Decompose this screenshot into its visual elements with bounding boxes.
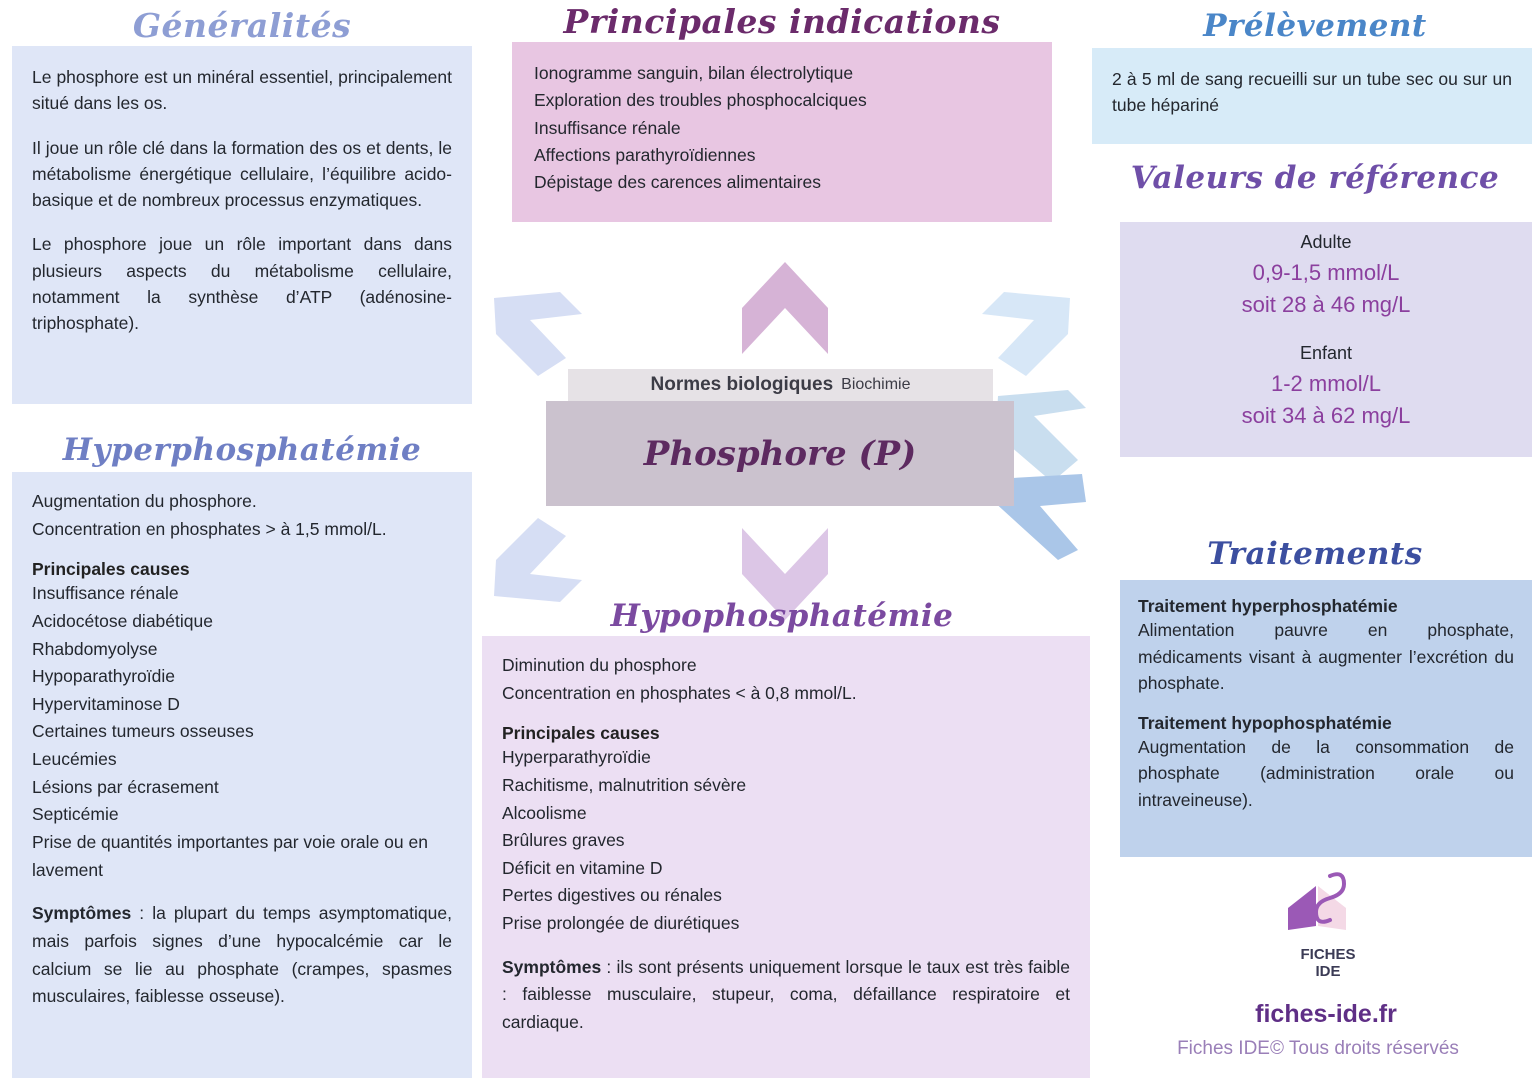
hyper-symptomes-text: : la plupart du temps asymptomatique, mais parfois signes d’une hypocalcémie car le calcium se lie au phosphate (crampes, spasmes musculaires, faiblesse osseuse). (32, 903, 452, 1007)
indication-item: Ionogramme sanguin, bilan électrolytique (534, 63, 854, 83)
hyper-cause-item: Lésions par écrasement (32, 776, 219, 797)
hypo-causes-heading: Principales causes (502, 723, 660, 744)
hypo-intro-line: Concentration en phosphates < à 0,8 mmol/L. (502, 682, 857, 703)
hyper-cause-item: Insuffisance rénale (32, 583, 179, 604)
valeurs-reference-title: Valeurs de référence (1130, 160, 1500, 196)
indication-item: Dépistage des carences alimentaires (534, 172, 821, 193)
hyper-cause-item: Rhabdomyolyse (32, 638, 158, 659)
indication-item: Affections parathyroïdiennes (534, 144, 756, 165)
valeurs-reference-panel (1120, 222, 1532, 457)
indication-item: Insuffisance rénale (534, 117, 681, 138)
hyper-intro-line: Augmentation du phosphore. (32, 491, 257, 511)
hyper-cause-item: Hypoparathyroïdie (32, 666, 175, 687)
brand-logo-line1: FICHES (1300, 946, 1356, 963)
valeurs-value: soit 34 à 62 mg/L (1241, 402, 1411, 428)
prelevement-panel (1092, 48, 1532, 144)
hypo-cause-item: Pertes digestives ou rénales (502, 885, 722, 906)
site-url[interactable]: fiches-ide.fr (1255, 1000, 1397, 1028)
generalites-paragraph: Le phosphore est un minéral essentiel, principalement situé dans les os. (32, 67, 452, 114)
arrow-up-icon (742, 262, 828, 354)
hyper-intro-line: Concentration en phosphates > à 1,5 mmol/L. (32, 518, 387, 539)
hyper-cause-item: Prise de quantités importantes par voie orale ou en lavement (32, 832, 428, 880)
indication-item: Exploration des troubles phosphocalciques (534, 90, 867, 111)
hypo-symptomes-heading: Symptômes (502, 956, 602, 977)
hyper-causes-heading: Principales causes (32, 559, 190, 580)
copyright-text: Fiches IDE© Tous droits réservés (1177, 1038, 1459, 1059)
valeurs-group-label: Adulte (1300, 232, 1352, 252)
hypo-cause-item: Alcoolisme (502, 802, 587, 823)
hyper-cause-item: Hypervitaminose D (32, 693, 180, 714)
hyper-symptomes-heading: Symptômes (32, 903, 132, 924)
center-title-panel (546, 401, 1014, 506)
prelevement-text: 2 à 5 ml de sang recueilli sur un tube sec ou sur un tube hépariné (1112, 69, 1512, 116)
hyperphosphatemie-title: Hyperphosphatémie (62, 432, 422, 468)
hypophosphatemie-title: Hypophosphatémie (610, 598, 954, 634)
arrow-upleft-icon (486, 284, 582, 376)
hypo-cause-item: Brûlures graves (502, 830, 625, 851)
center-badge (568, 369, 993, 401)
hyper-cause-item: Septicémie (32, 804, 119, 825)
prelevement-title: Prélèvement (1203, 8, 1427, 44)
brand-logo-text (1258, 947, 1398, 980)
traitement-heading: Traitement hyperphosphatémie (1138, 596, 1398, 616)
traitements-panel (1120, 580, 1532, 857)
traitement-text: Augmentation de la consommation de phosphate (administration orale ou intraveineuse). (1138, 736, 1514, 810)
generalites-title: Généralités (132, 6, 352, 45)
generalites-paragraph: Il joue un rôle clé dans la formation des os et dents, le métabolisme énergétique cellulaire, l’équilibre acido-basique et de nombreux processus enzymatiques. (32, 137, 452, 210)
valeurs-value: soit 28 à 46 mg/L (1241, 291, 1411, 317)
hyperphosphatemie-panel (12, 472, 472, 1078)
hyper-cause-item: Certaines tumeurs osseuses (32, 721, 254, 742)
hypo-symptomes (502, 954, 1070, 1037)
hyper-cause-item: Acidocétose diabétique (32, 610, 213, 631)
traitements-title: Traitements (1207, 536, 1423, 572)
traitement-heading: Traitement hypophosphatémie (1138, 712, 1392, 733)
indications-panel (512, 42, 1052, 222)
hypophosphatemie-panel (482, 636, 1090, 1078)
hypo-symptomes-text: : ils sont présents uniquement lorsque le taux est très faible : faiblesse musculaire, stupeur, coma, défaillance respiratoire et cardiaque. (502, 956, 1070, 1033)
generalites-paragraph: Le phosphore joue un rôle important dans dans plusieurs aspects du métabolisme cellulaire, notamment la synthèse d’ATP (adénosine-triphosphate). (32, 234, 452, 333)
hypo-intro-line: Diminution du phosphore (502, 655, 697, 675)
hypo-cause-item: Déficit en vitamine D (502, 857, 663, 878)
fiches-ide-logo-icon (1282, 868, 1374, 938)
brand-logo (1258, 868, 1398, 980)
arrow-downleft-icon (486, 518, 582, 610)
valeurs-value: 1-2 mmol/L (1270, 370, 1382, 396)
hyper-symptomes (32, 900, 452, 1011)
brand-logo-line2: IDE (1315, 962, 1341, 980)
center-badge-main: Normes biologiques (650, 374, 834, 395)
hypo-cause-item: Rachitisme, malnutrition sévère (502, 774, 747, 795)
hypo-cause-item: Hyperparathyroïdie (502, 747, 651, 768)
center-title: Phosphore (P) (643, 433, 917, 474)
generalites-panel (12, 46, 472, 404)
traitement-text: Alimentation pauvre en phosphate, médicaments visant à augmenter l’excrétion du phosphate. (1138, 620, 1514, 694)
valeurs-value: 0,9-1,5 mmol/L (1252, 260, 1400, 285)
center-badge-sub: Biochimie (841, 376, 911, 393)
hyper-cause-item: Leucémies (32, 749, 117, 770)
valeurs-group-label: Enfant (1299, 342, 1353, 363)
indications-title: Principales indications (563, 2, 1001, 41)
arrow-upright-icon (982, 284, 1078, 376)
hypo-cause-item: Prise prolongée de diurétiques (502, 913, 740, 934)
